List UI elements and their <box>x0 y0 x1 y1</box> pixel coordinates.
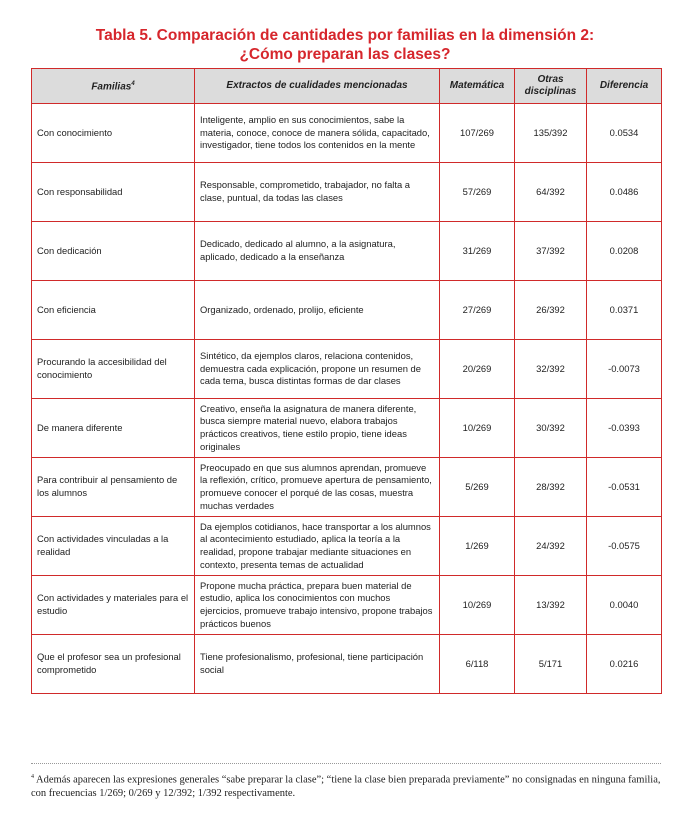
cell-extractos: Tiene profesionalismo, profesional, tiene participación social <box>195 635 440 694</box>
cell-familia: Con eficiencia <box>32 281 195 340</box>
cell-matematica: 107/269 <box>440 104 515 163</box>
footnote-text: Además aparecen las expresiones generales “sabe preparar la clase”; “tiene la clase bien preparada previamente” no consignadas en ninguna familia, con frecuencias 1/269; 0/269 y 12/392; 1/392 respectivamente. <box>31 774 661 799</box>
table-row <box>32 340 662 399</box>
header-familias-label: Familias <box>91 81 132 93</box>
cell-matematica: 1/269 <box>440 517 515 576</box>
table-row <box>32 163 662 222</box>
cell-extractos: Organizado, ordenado, prolijo, eficiente <box>195 281 440 340</box>
header-diferencia: Diferencia <box>587 69 662 104</box>
cell-otras: 28/392 <box>515 458 587 517</box>
cell-matematica: 10/269 <box>440 576 515 635</box>
cell-otras: 32/392 <box>515 340 587 399</box>
cell-otras: 64/392 <box>515 163 587 222</box>
footnote-ref: 4 <box>131 81 135 88</box>
cell-familia: Con actividades y materiales para el estudio <box>32 576 195 635</box>
cell-extractos: Da ejemplos cotidianos, hace transportar a los alumnos al acontecimiento estudiado, aplica la teoría a la realidad, propone trabajar mediante situaciones en contexto, presenta temas de actualidad <box>195 517 440 576</box>
cell-familia: Con responsabilidad <box>32 163 195 222</box>
header-row <box>32 69 662 104</box>
cell-diferencia: 0.0040 <box>587 576 662 635</box>
cell-extractos: Sintético, da ejemplos claros, relaciona contenidos, demuestra cada explicación, propone un resumen de cada tema, busca distintas formas de dar clases <box>195 340 440 399</box>
footnote-marker: 4 <box>31 774 34 780</box>
table-row <box>32 399 662 458</box>
cell-matematica: 57/269 <box>440 163 515 222</box>
cell-diferencia: -0.0073 <box>587 340 662 399</box>
cell-matematica: 31/269 <box>440 222 515 281</box>
cell-matematica: 6/118 <box>440 635 515 694</box>
table-title-line1: Tabla 5. Comparación de cantidades por familias en la dimensión 2: <box>95 27 595 44</box>
cell-familia: Procurando la accesibilidad del conocimiento <box>32 340 195 399</box>
cell-diferencia: -0.0393 <box>587 399 662 458</box>
cell-otras: 37/392 <box>515 222 587 281</box>
footnote <box>31 771 663 800</box>
cell-otras: 26/392 <box>515 281 587 340</box>
table-row <box>32 635 662 694</box>
cell-diferencia: 0.0371 <box>587 281 662 340</box>
cell-diferencia: 0.0216 <box>587 635 662 694</box>
cell-otras: 24/392 <box>515 517 587 576</box>
footnote-divider <box>31 763 661 764</box>
table-row <box>32 104 662 163</box>
cell-otras: 13/392 <box>515 576 587 635</box>
cell-familia: Con dedicación <box>32 222 195 281</box>
cell-extractos: Propone mucha práctica, prepara buen material de estudio, aplica los conocimientos con muchos ejercicios, promueve trabajo intensivo, propone trabajos prácticos buenos <box>195 576 440 635</box>
table-title <box>0 26 690 64</box>
cell-matematica: 20/269 <box>440 340 515 399</box>
comparison-table <box>31 68 662 694</box>
comparison-table-container <box>31 68 661 694</box>
cell-extractos: Dedicado, dedicado al alumno, a la asignatura, aplicado, dedicado a la enseñanza <box>195 222 440 281</box>
header-otras-line2: disciplinas <box>524 86 577 97</box>
cell-matematica: 5/269 <box>440 458 515 517</box>
cell-diferencia: -0.0531 <box>587 458 662 517</box>
header-otras-disciplinas <box>515 69 587 104</box>
table-title-line2: ¿Cómo preparan las clases? <box>239 46 451 63</box>
cell-otras: 135/392 <box>515 104 587 163</box>
cell-familia: Que el profesor sea un profesional comprometido <box>32 635 195 694</box>
header-extractos: Extractos de cualidades mencionadas <box>195 69 440 104</box>
header-otras-line1: Otras <box>537 74 564 85</box>
table-row <box>32 517 662 576</box>
cell-extractos: Creativo, enseña la asignatura de manera diferente, busca siempre material nuevo, elabora trabajos prácticos creativos, tiene estilo propio, tiene ideas originales <box>195 399 440 458</box>
cell-extractos: Inteligente, amplio en sus conocimientos, sabe la materia, conoce, conoce de manera sólida, capacitado, investigador, tiene todos los contenidos en la mente <box>195 104 440 163</box>
cell-familia: De manera diferente <box>32 399 195 458</box>
header-familias <box>32 69 195 104</box>
cell-familia: Con conocimiento <box>32 104 195 163</box>
cell-matematica: 10/269 <box>440 399 515 458</box>
cell-otras: 30/392 <box>515 399 587 458</box>
cell-diferencia: 0.0208 <box>587 222 662 281</box>
cell-diferencia: 0.0534 <box>587 104 662 163</box>
cell-otras: 5/171 <box>515 635 587 694</box>
cell-familia: Con actividades vinculadas a la realidad <box>32 517 195 576</box>
table-row <box>32 281 662 340</box>
table-row <box>32 576 662 635</box>
cell-extractos: Preocupado en que sus alumnos aprendan, promueve la reflexión, crítico, promueve apertura de pensamiento, promueve conocer el porqué de las cosas, muestra muchas verdades <box>195 458 440 517</box>
cell-diferencia: -0.0575 <box>587 517 662 576</box>
cell-familia: Para contribuir al pensamiento de los alumnos <box>32 458 195 517</box>
table-row <box>32 222 662 281</box>
table-row <box>32 458 662 517</box>
cell-extractos: Responsable, comprometido, trabajador, no falta a clase, puntual, da todas las clases <box>195 163 440 222</box>
cell-diferencia: 0.0486 <box>587 163 662 222</box>
cell-matematica: 27/269 <box>440 281 515 340</box>
header-matematica: Matemática <box>440 69 515 104</box>
